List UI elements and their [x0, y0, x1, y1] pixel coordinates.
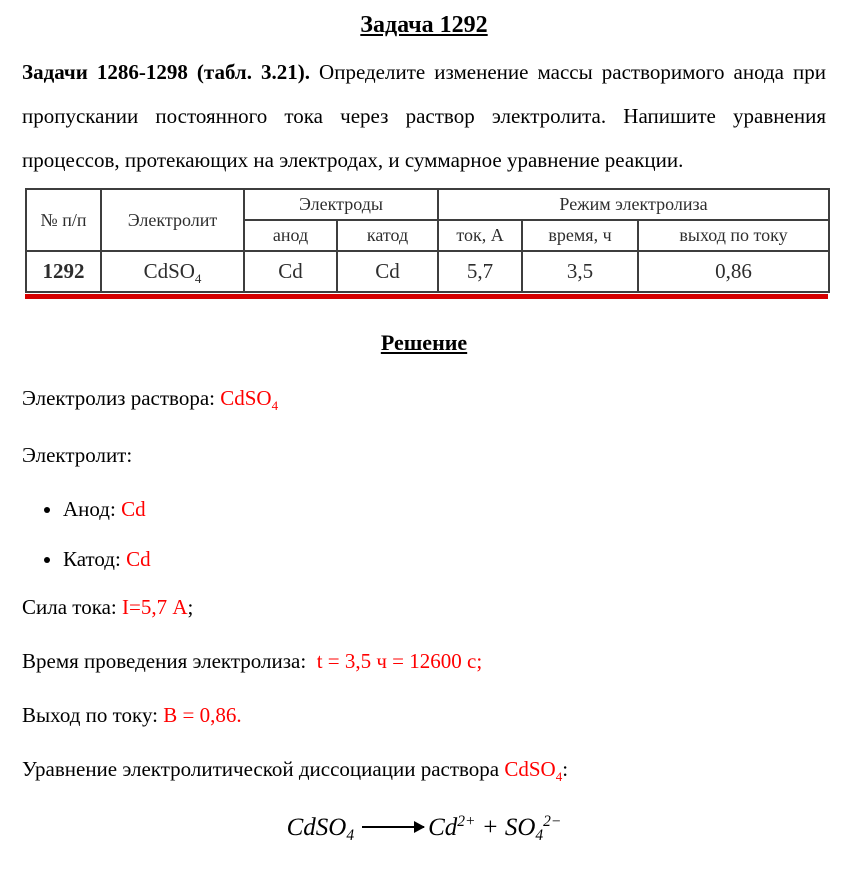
problem-title — [0, 12, 848, 39]
table-header-anode: анод — [244, 220, 337, 251]
time-label: Время проведения электролиза: — [22, 649, 317, 673]
current-value: I=5,7 А — [122, 595, 188, 619]
electrolysis-line — [22, 385, 826, 414]
dissociation-formula-sub: 4 — [555, 768, 563, 784]
problem-statement — [22, 50, 826, 182]
cathode-label: Катод: — [63, 547, 127, 571]
electrolysis-formula: CdSO — [220, 386, 272, 410]
equation-rhs2-sup: 2− — [543, 813, 562, 831]
electrolyte-formula: CdSO — [143, 259, 195, 283]
reaction-arrow-icon — [362, 826, 424, 828]
dissociation-equation — [0, 813, 848, 845]
anode-label: Анод: — [63, 497, 122, 521]
problem-statement-lead: Задачи 1286-1298 (табл. 3.21). — [22, 60, 310, 84]
electrodes-list — [0, 496, 848, 572]
table-cell-no: 1292 — [26, 251, 101, 292]
cathode-value: Cd — [126, 547, 151, 571]
table-header-electrolyte: Электролит — [101, 189, 244, 251]
table-header-mode-group: Режим электролиза — [438, 189, 829, 220]
table-cell-time: 3,5 — [522, 251, 638, 292]
table-row — [26, 251, 829, 292]
equation-rhs2: SO — [504, 814, 536, 841]
electrolysis-label: Электролиз раствора: — [22, 386, 221, 410]
table-header-electrodes-group: Электроды — [244, 189, 438, 220]
yield-line — [22, 702, 826, 728]
solution-heading — [0, 330, 848, 356]
anode-value: Cd — [121, 497, 146, 521]
dissociation-formula: CdSO — [504, 757, 556, 781]
table-cell-yield: 0,86 — [638, 251, 829, 292]
yield-value: В = 0,86. — [163, 703, 242, 727]
problem-statement-body: Определите изменение массы растворимого анода при пропускании постоянного тока через раствор электролита. Напишите уравнения процессов, протекающих на электродах, и суммарное уравнение реакции. — [22, 60, 826, 172]
table-header-cathode: катод — [337, 220, 438, 251]
conditions-table-wrap — [25, 188, 848, 293]
table-cell-current: 5,7 — [438, 251, 522, 292]
dissociation-line — [22, 756, 826, 785]
electrolysis-value — [220, 386, 279, 413]
current-line — [22, 594, 826, 620]
current-suffix: ; — [187, 595, 194, 619]
table-header-no: № п/п — [26, 189, 101, 251]
electrolysis-formula-sub: 4 — [271, 397, 279, 413]
list-item-anode — [63, 496, 848, 522]
electrolyte-formula-sub: 4 — [194, 270, 202, 286]
table-cell-anode: Cd — [244, 251, 337, 292]
table-header-time: время, ч — [522, 220, 638, 251]
yield-label: Выход по току: — [22, 703, 164, 727]
equation-rhs1: Cd — [428, 814, 458, 841]
table-cell-cathode: Cd — [337, 251, 438, 292]
time-value: t = 3,5 ч = 12600 с; — [316, 649, 483, 673]
electrolyte-line — [22, 442, 826, 468]
equation-plus: + — [475, 814, 505, 841]
dissociation-suffix: : — [562, 757, 569, 781]
red-divider-rule — [25, 294, 828, 299]
conditions-table — [25, 188, 830, 293]
time-line — [22, 648, 826, 674]
equation-lhs-sub: 4 — [346, 827, 355, 845]
solution-heading-text: Решение — [380, 330, 468, 355]
table-header-current: ток, А — [438, 220, 522, 251]
electrolyte-label: Электролит: — [22, 443, 133, 467]
equation-rhs1-sup: 2+ — [457, 813, 476, 831]
dissociation-label: Уравнение электролитической диссоциации раствора — [22, 757, 505, 781]
dissociation-value — [504, 757, 563, 784]
current-label: Сила тока: — [22, 595, 122, 619]
list-item-cathode — [63, 546, 848, 572]
problem-title-text: Задача 1292 — [360, 12, 488, 38]
equation-lhs: CdSO — [286, 814, 347, 841]
table-cell-electrolyte — [101, 251, 244, 292]
table-header-yield: выход по току — [638, 220, 829, 251]
equation-rhs2-sub: 4 — [535, 827, 544, 845]
